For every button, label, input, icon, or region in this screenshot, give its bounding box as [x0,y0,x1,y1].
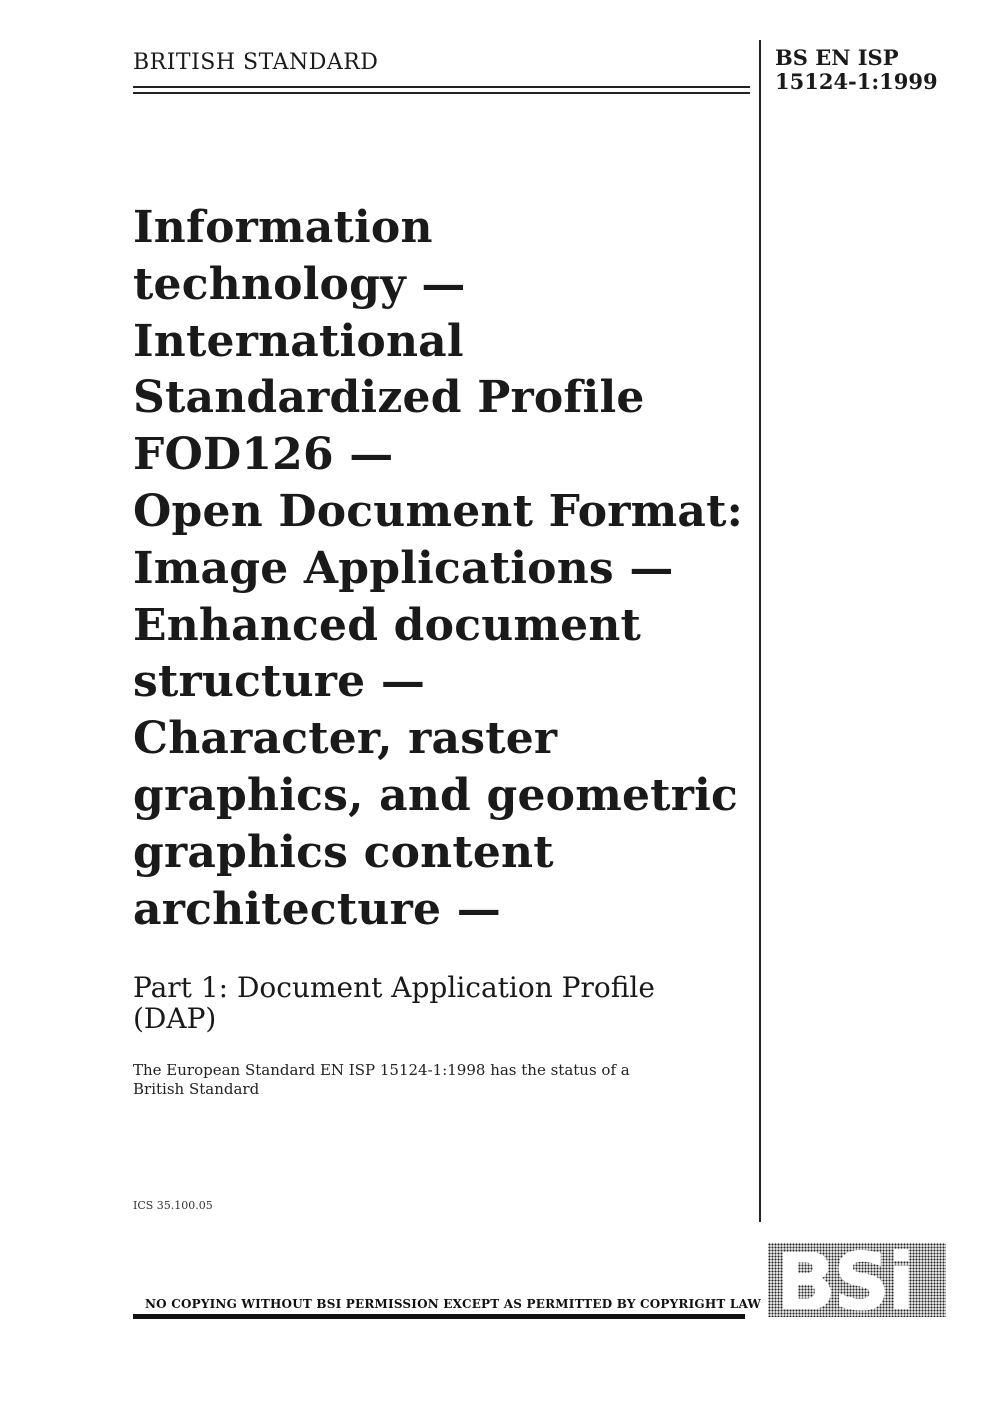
subtitle-line2: (DAP) [133,1002,217,1035]
title-line: FOD126 — [133,429,394,481]
svg-text:BSi: BSi [776,1243,913,1317]
title-line: International [133,315,464,367]
bsi-logo-icon [768,1243,946,1317]
title-line: graphics, and geometric [133,769,738,821]
title-line: Open Document Format: [133,485,744,537]
title-line: architecture — [133,883,501,935]
header-rule-double [133,92,750,94]
status-line2: British Standard [133,1080,260,1098]
title-line: Standardized Profile [133,372,645,424]
document-type-label: BRITISH STANDARD [133,50,379,75]
footer-rule [133,1314,745,1319]
title-line: Enhanced document [133,599,642,651]
title-line: Character, raster [133,713,558,765]
part-subtitle [133,972,753,1034]
subtitle-line1: Part 1: Document Application Profile [133,971,655,1004]
title-line: graphics content [133,826,554,878]
title-line: Image Applications — [133,542,674,594]
document-title [133,200,753,938]
copyright-notice: NO COPYING WITHOUT BSI PERMISSION EXCEPT AS PERMITTED BY COPYRIGHT LAW [145,1297,762,1311]
standard-number-line1: BS EN ISP [775,45,899,70]
ics-code: ICS 35.100.05 [133,1199,213,1212]
vertical-divider [759,40,761,1222]
status-line1: The European Standard EN ISP 15124-1:1998 has the status of a [133,1061,630,1079]
standard-number [775,46,938,94]
title-line: structure — [133,656,426,708]
title-line: technology — [133,258,466,310]
title-line: Information [133,202,433,253]
header-rule [133,86,750,88]
status-statement [133,1061,693,1099]
standard-number-line2: 15124-1:1999 [775,69,938,94]
